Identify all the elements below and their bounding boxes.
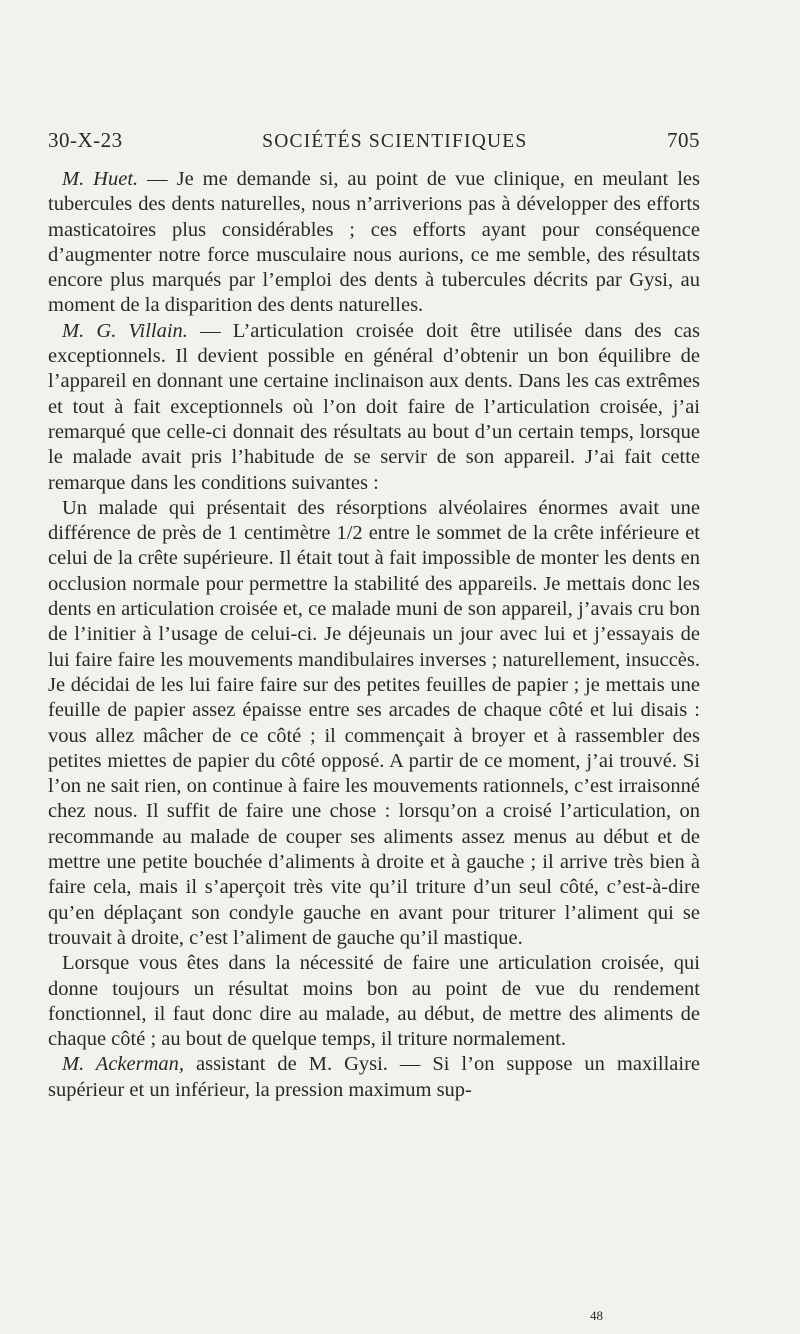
header-title: SOCIÉTÉS SCIENTIFIQUES [262,131,528,152]
paragraph-text: Lorsque vous êtes dans la nécessité de faire une articulation croisée, qui donne toujours un résultat moins bon au point de vue du rendement fonctionnel, il faut donc dire au malade, au début, de mettre des aliments de chaque côté ; au bout de quelque temps, il triture normalement. [48,952,700,1051]
speaker-name: M. Ackerman, [62,1053,185,1076]
printer-signature: 48 [590,1308,603,1323]
body-text [48,167,700,1103]
header-date: 30-X-23 [48,128,123,152]
paragraph [48,496,700,951]
running-head [48,128,700,153]
paragraph-text: — L’articulation croisée doit être utilisée dans des cas exceptionnels. Il devient possible en général d’obtenir un bon équilibre de l’appareil en donnant une certaine inclinaison aux dents. Dans les cas extrêmes et tout à fait exceptionnels où l’on doit faire de l’articulation croisée, j’ai remarqué que celle-ci donnait des résultats au bout d’un certain temps, lorsque le malade avait pris l’habitude de se servir de son appareil. J’ai fait cette remarque dans les conditions suivantes : [48,319,700,494]
paragraph [48,319,700,496]
paragraph-text: Un malade qui présentait des résorptions alvéolaires énormes avait une différence de près de 1 centimètre 1/2 entre le sommet de la crête inférieure et celui de la crête supérieure. Il était tout à fait impossible de monter les dents en occlusion normale pour permettre la stabilité des appareils. Je mettais donc les dents en articulation croisée et, ce malade muni de son appareil, j’avais cru bon de l’initier à l’usage de celui-ci. Je déjeunais un jour avec lui et j’essayais de lui faire faire les mouvements mandibulaires inverses ; naturellement, insuccès. Je décidai de les lui faire faire sur des petites feuilles de papier ; je mettais une feuille de papier assez épaisse entre ses arcades de chaque côté et lui disais : vous allez mâcher de ce côté ; il commençait à broyer et à rassembler des petites miettes de papier du côté opposé. A partir de ce moment, j’ai trouvé. Si l’on ne sait rien, on continue à faire les mouvements rationnels, c’est irraisonné chez nous. Il suffit de faire une chose : lorsqu’on a croisé l’articulation, on recommande au malade de couper ses aliments assez menus au début et de mettre une petite bouchée d’aliments à droite et à gauche ; il arrive très bien à faire cela, mais il s’aperçoit très vite qu’il triture d’un seul côté, c’est-à-dire qu’en déplaçant son condyle gauche en avant pour triturer l’aliment qui se trouvait à droite, c’est l’aliment de gauche qu’il mastique. [48,496,700,949]
paragraph [48,1052,700,1103]
speaker-name: M. Huet. [62,168,139,190]
speaker-name: M. G. Villain. [62,319,188,342]
page-number: 705 [666,128,700,152]
paragraph [48,167,700,319]
paragraph-text: — Je me demande si, au point de vue clinique, en meulant les tubercules des dents naturelles, nous n’arriverions pas à développer des efforts masticatoires plus considérables ; ces efforts ayant pour conséquence d’augmenter notre force musculaire nous aurions, ce me semble, des résultats encore plus marqués par l’emploi des dents à tubercules décrits par Gysi, au moment de la disparition des dents naturelles. [48,168,700,317]
paragraph [48,951,700,1052]
paragraph-text: assistant de M. Gysi. — Si l’on suppose un maxillaire supérieur et un inférieur, la pression maximum sup- [48,1053,701,1101]
